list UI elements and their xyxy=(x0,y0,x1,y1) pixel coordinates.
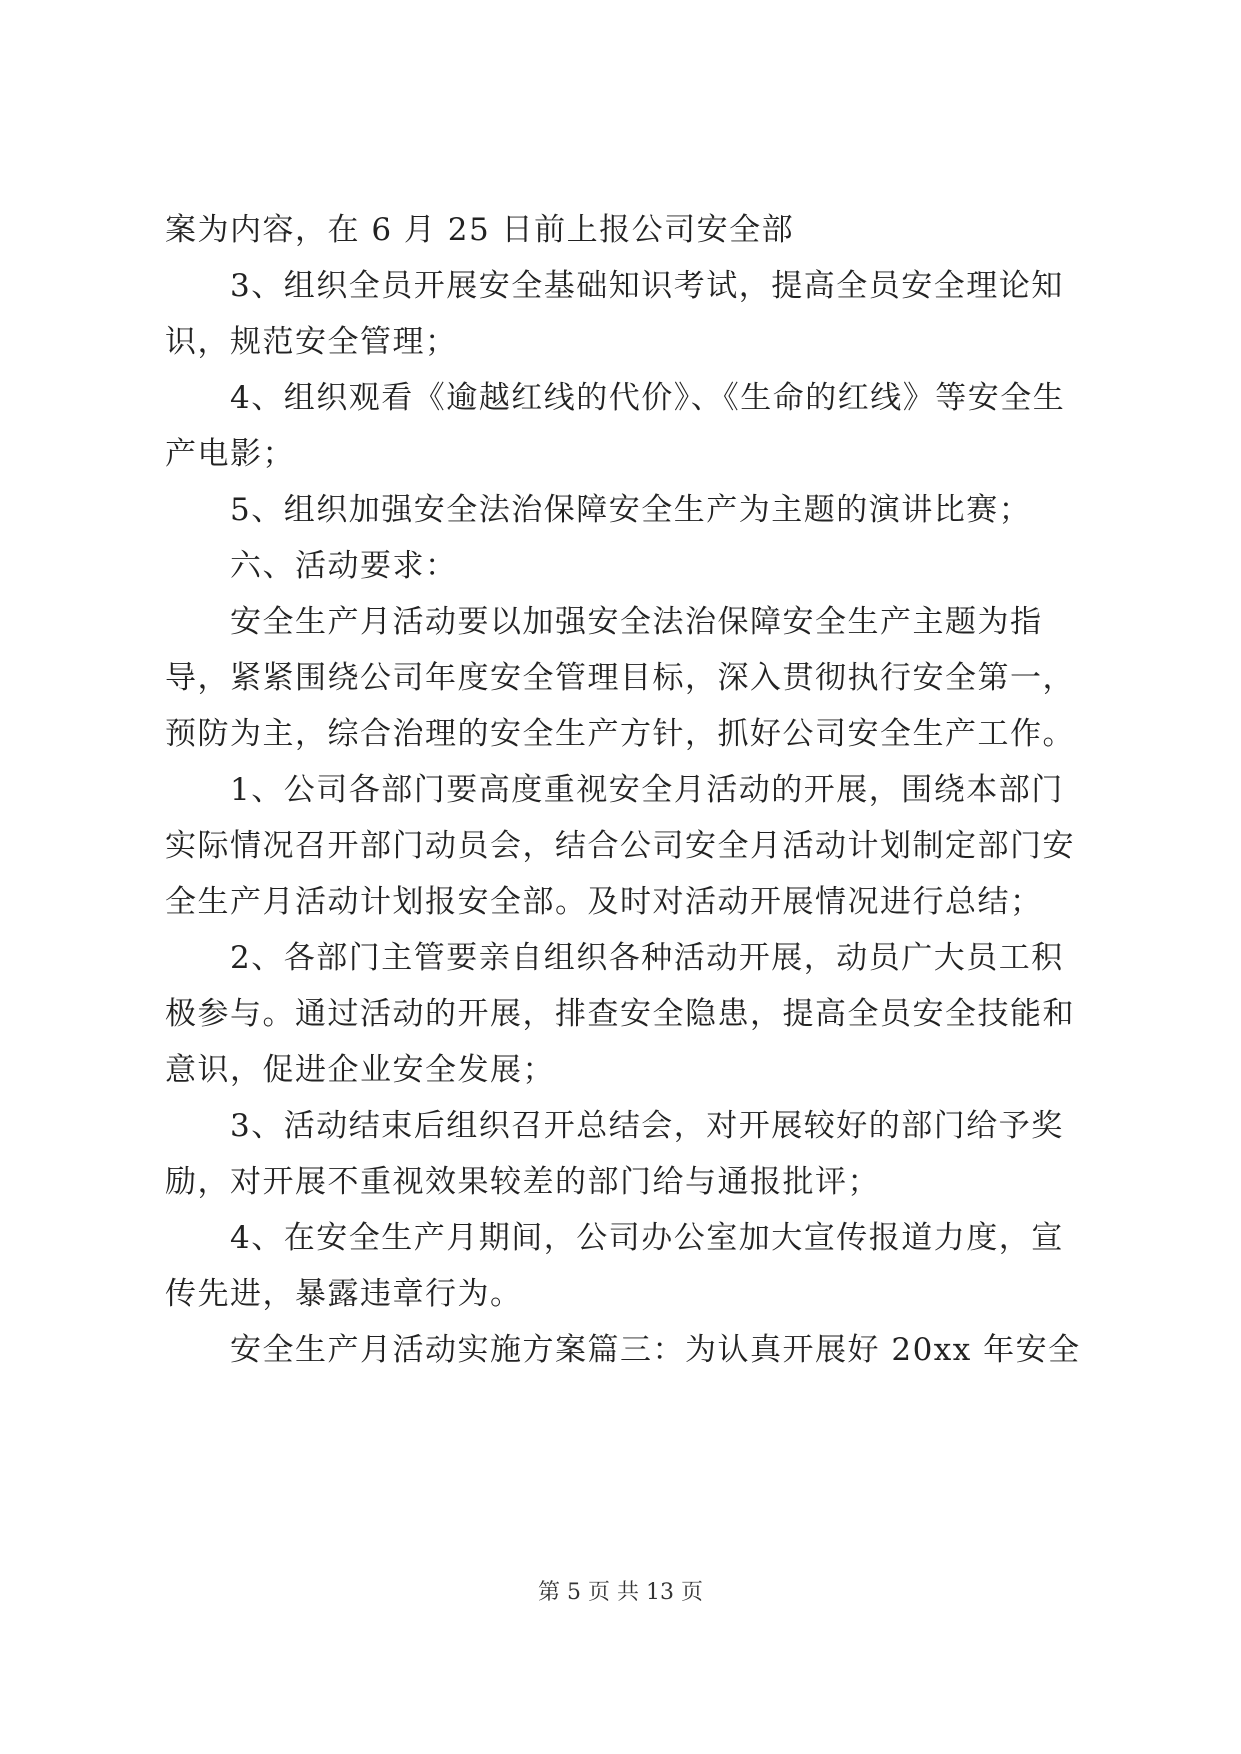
text-line: 4、在安全生产月期间，公司办公室加大宣传报道力度，宣 xyxy=(230,1220,1064,1256)
text-line: 4、组织观看《逾越红线的代价》、《生命的红线》等安全生 xyxy=(230,380,1066,416)
text-line: 极参与。通过活动的开展，排查安全隐患，提高全员安全技能和 xyxy=(165,996,1075,1032)
text-line: 预防为主，综合治理的安全生产方针，抓好公司安全生产工作。 xyxy=(165,716,1075,752)
text-line: 安全生产月活动要以加强安全法治保障安全生产主题为指 xyxy=(230,604,1043,640)
text-line: 励，对开展不重视效果较差的部门给与通报批评； xyxy=(165,1164,880,1200)
text-line: 案为内容，在 6 月 25 日前上报公司安全部 xyxy=(165,212,795,248)
text-line: 实际情况召开部门动员会，结合公司安全月活动计划制定部门安 xyxy=(165,828,1075,864)
text-line: 全生产月活动计划报安全部。及时对活动开展情况进行总结； xyxy=(165,884,1043,920)
text-line: 1、公司各部门要高度重视安全月活动的开展，围绕本部门 xyxy=(230,772,1064,808)
text-line: 产电影； xyxy=(165,436,295,472)
section-heading: 六、活动要求： xyxy=(230,548,458,584)
text-line: 传先进，暴露违章行为。 xyxy=(165,1276,523,1312)
text-line: 安全生产月活动实施方案篇三：为认真开展好 20xx 年安全 xyxy=(230,1332,1081,1368)
text-line: 识，规范安全管理； xyxy=(165,324,458,360)
page-number: 第 5 页 共 13 页 xyxy=(538,1580,703,1605)
text-line: 5、组织加强安全法治保障安全生产为主题的演讲比赛； xyxy=(230,492,1032,528)
text-line: 导，紧紧围绕公司年度安全管理目标，深入贯彻执行安全第一， xyxy=(165,660,1075,696)
text-line: 3、活动结束后组织召开总结会，对开展较好的部门给予奖 xyxy=(230,1108,1064,1144)
text-line: 意识，促进企业安全发展； xyxy=(165,1052,555,1088)
text-line: 2、各部门主管要亲自组织各种活动开展，动员广大员工积 xyxy=(230,940,1064,976)
text-line: 3、组织全员开展安全基础知识考试，提高全员安全理论知 xyxy=(230,268,1064,304)
